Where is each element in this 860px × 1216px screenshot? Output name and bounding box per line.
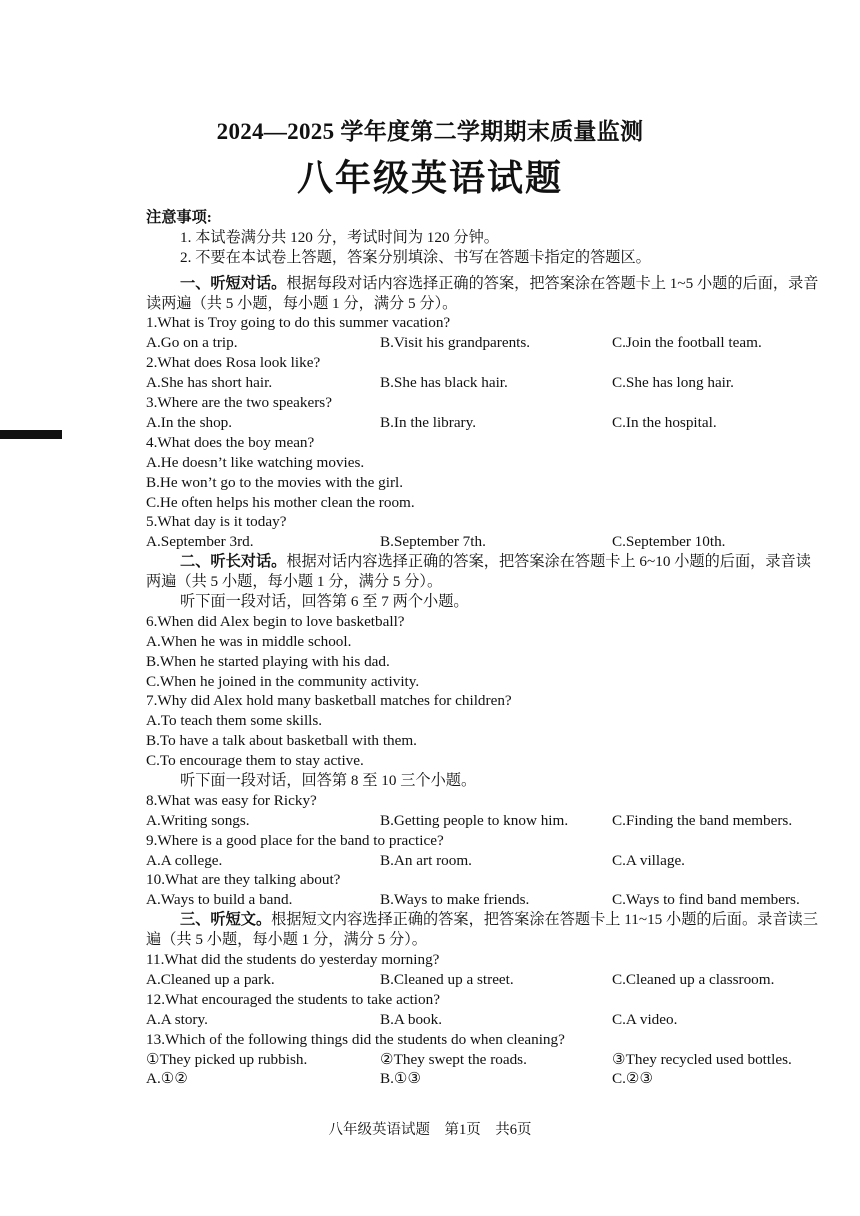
option-c: C.Cleaned up a classroom. — [612, 970, 775, 988]
options-11 — [146, 970, 826, 990]
options-9 — [146, 851, 826, 871]
statement-3: ③They recycled used bottles. — [612, 1050, 792, 1068]
options-3 — [146, 413, 826, 433]
option-b: B.In the library. — [380, 413, 477, 431]
option-a: A.To teach them some skills. — [146, 712, 323, 730]
option-c: C.She has long hair. — [612, 374, 734, 392]
option-a: A.①② — [146, 1070, 188, 1088]
option-b: B.Ways to make friends. — [380, 891, 530, 909]
option-c: C.②③ — [612, 1070, 654, 1088]
option-c: C.He often helps his mother clean the room. — [146, 493, 415, 511]
option-b: B.Getting people to know him. — [380, 811, 569, 829]
question-7: 7.Why did Alex hold many basketball matches for children? — [146, 692, 512, 710]
question-5: 5.What day is it today? — [146, 513, 287, 531]
section-2-title: 二、听长对话。 — [180, 553, 287, 571]
exam-content — [146, 208, 826, 1089]
options-8 — [146, 811, 826, 831]
binding-margin-mark — [0, 430, 62, 439]
option-a: A.Go on a trip. — [146, 334, 238, 352]
option-c: C.Join the football team. — [612, 334, 762, 352]
option-b: B.An art room. — [380, 851, 472, 869]
option-c: C.When he joined in the community activity. — [146, 672, 420, 690]
option-b: B.Visit his grandparents. — [380, 334, 531, 352]
option-b: B.She has black hair. — [380, 374, 508, 392]
section-3 — [146, 910, 826, 1089]
question-13: 13.Which of the following things did the students do when cleaning? — [146, 1030, 565, 1048]
option-a: A.Cleaned up a park. — [146, 970, 275, 988]
exam-title: 2024—2025 学年度第二学期期末质量监测 — [216, 119, 644, 144]
option-a: A.Ways to build a band. — [146, 891, 293, 909]
option-b: B.To have a talk about basketball with them. — [146, 732, 417, 750]
option-c: C.To encourage them to stay active. — [146, 752, 364, 770]
question-10: 10.What are they talking about? — [146, 871, 341, 889]
option-b: B.September 7th. — [380, 533, 486, 551]
notice-item: 1. 本试卷满分共 120 分，考试时间为 120 分钟。 — [180, 228, 499, 246]
statement-1: ①They picked up rubbish. — [146, 1050, 308, 1068]
section-1-header — [146, 274, 826, 314]
section-3-title: 三、听短文。 — [180, 911, 272, 929]
dialogue-intro: 听下面一段对话，回答第 8 至 10 三个小题。 — [180, 772, 477, 789]
section-3-header — [146, 910, 826, 950]
option-a: A.In the shop. — [146, 413, 233, 431]
question-9: 9.Where is a good place for the band to practice? — [146, 831, 444, 849]
question-2: 2.What does Rosa look like? — [146, 354, 321, 372]
options-10 — [146, 890, 826, 910]
option-a: A.When he was in middle school. — [146, 632, 352, 650]
options-2 — [146, 373, 826, 393]
section-1 — [146, 274, 826, 553]
option-b: B.A book. — [380, 1010, 443, 1028]
options-1 — [146, 333, 826, 353]
option-a: A.September 3rd. — [146, 533, 254, 551]
option-b: B.When he started playing with his dad. — [146, 652, 390, 670]
dialogue-intro: 听下面一段对话，回答第 6 至 7 两个小题。 — [180, 592, 469, 610]
options-12 — [146, 1010, 826, 1030]
option-a: A.A story. — [146, 1010, 208, 1028]
option-a: A.She has short hair. — [146, 374, 273, 392]
option-c: C.Ways to find band members. — [612, 891, 800, 909]
section-2-header — [146, 552, 826, 592]
options-5 — [146, 532, 826, 552]
statement-2: ②They swept the roads. — [380, 1050, 527, 1068]
option-c: C.A video. — [612, 1010, 678, 1028]
option-c: C.Finding the band members. — [612, 811, 793, 829]
option-c: C.In the hospital. — [612, 413, 717, 431]
option-b: B.He won’t go to the movies with the girl. — [146, 473, 404, 491]
option-a: A.A college. — [146, 851, 223, 869]
question-12: 12.What encouraged the students to take action? — [146, 990, 440, 1008]
option-b: B.①③ — [380, 1070, 422, 1088]
option-c: C.September 10th. — [612, 533, 726, 551]
question-11: 11.What did the students do yesterday morning? — [146, 951, 440, 969]
question-1: 1.What is Troy going to do this summer vacation? — [146, 314, 451, 332]
exam-subtitle: 八年级英语试题 — [296, 158, 563, 198]
options-13 — [146, 1069, 826, 1089]
option-a: A.Writing songs. — [146, 811, 250, 829]
section-1-instructions: 根据每段对话内容选择正确的答案，把答案涂在答题卡上 1~5 小题的后面，录音读两遍（共 5 小题，每小题 1 分，满分 5 分）。 — [146, 274, 819, 312]
option-b: B.Cleaned up a street. — [380, 970, 514, 988]
question-8: 8.What was easy for Ricky? — [146, 791, 317, 809]
section-1-title: 一、听短对话。 — [180, 274, 287, 292]
notice-item: 2. 不要在本试卷上答题，答案分别填涂、书写在答题卡指定的答题区。 — [180, 248, 651, 266]
question-6: 6.When did Alex begin to love basketball? — [146, 612, 405, 630]
section-2-instructions: 根据对话内容选择正确的答案，把答案涂在答题卡上 6~10 小题的后面，录音读两遍（共 5 小题，每小题 1 分，满分 5 分）。 — [146, 553, 811, 591]
section-3-instructions: 根据短文内容选择正确的答案，把答案涂在答题卡上 11~15 小题的后面。录音读三遍（共 5 小题，每小题 1 分，满分 5 分）。 — [146, 911, 818, 949]
section-2 — [146, 552, 826, 910]
page-footer: 八年级英语试题 第1页 共6页 — [328, 1122, 532, 1138]
option-a: A.He doesn’t like watching movies. — [146, 453, 365, 471]
question-4: 4.What does the boy mean? — [146, 433, 315, 451]
notice-heading: 注意事项: — [146, 209, 212, 226]
statements-13 — [146, 1050, 826, 1070]
question-3: 3.Where are the two speakers? — [146, 394, 332, 412]
option-c: C.A village. — [612, 851, 685, 869]
